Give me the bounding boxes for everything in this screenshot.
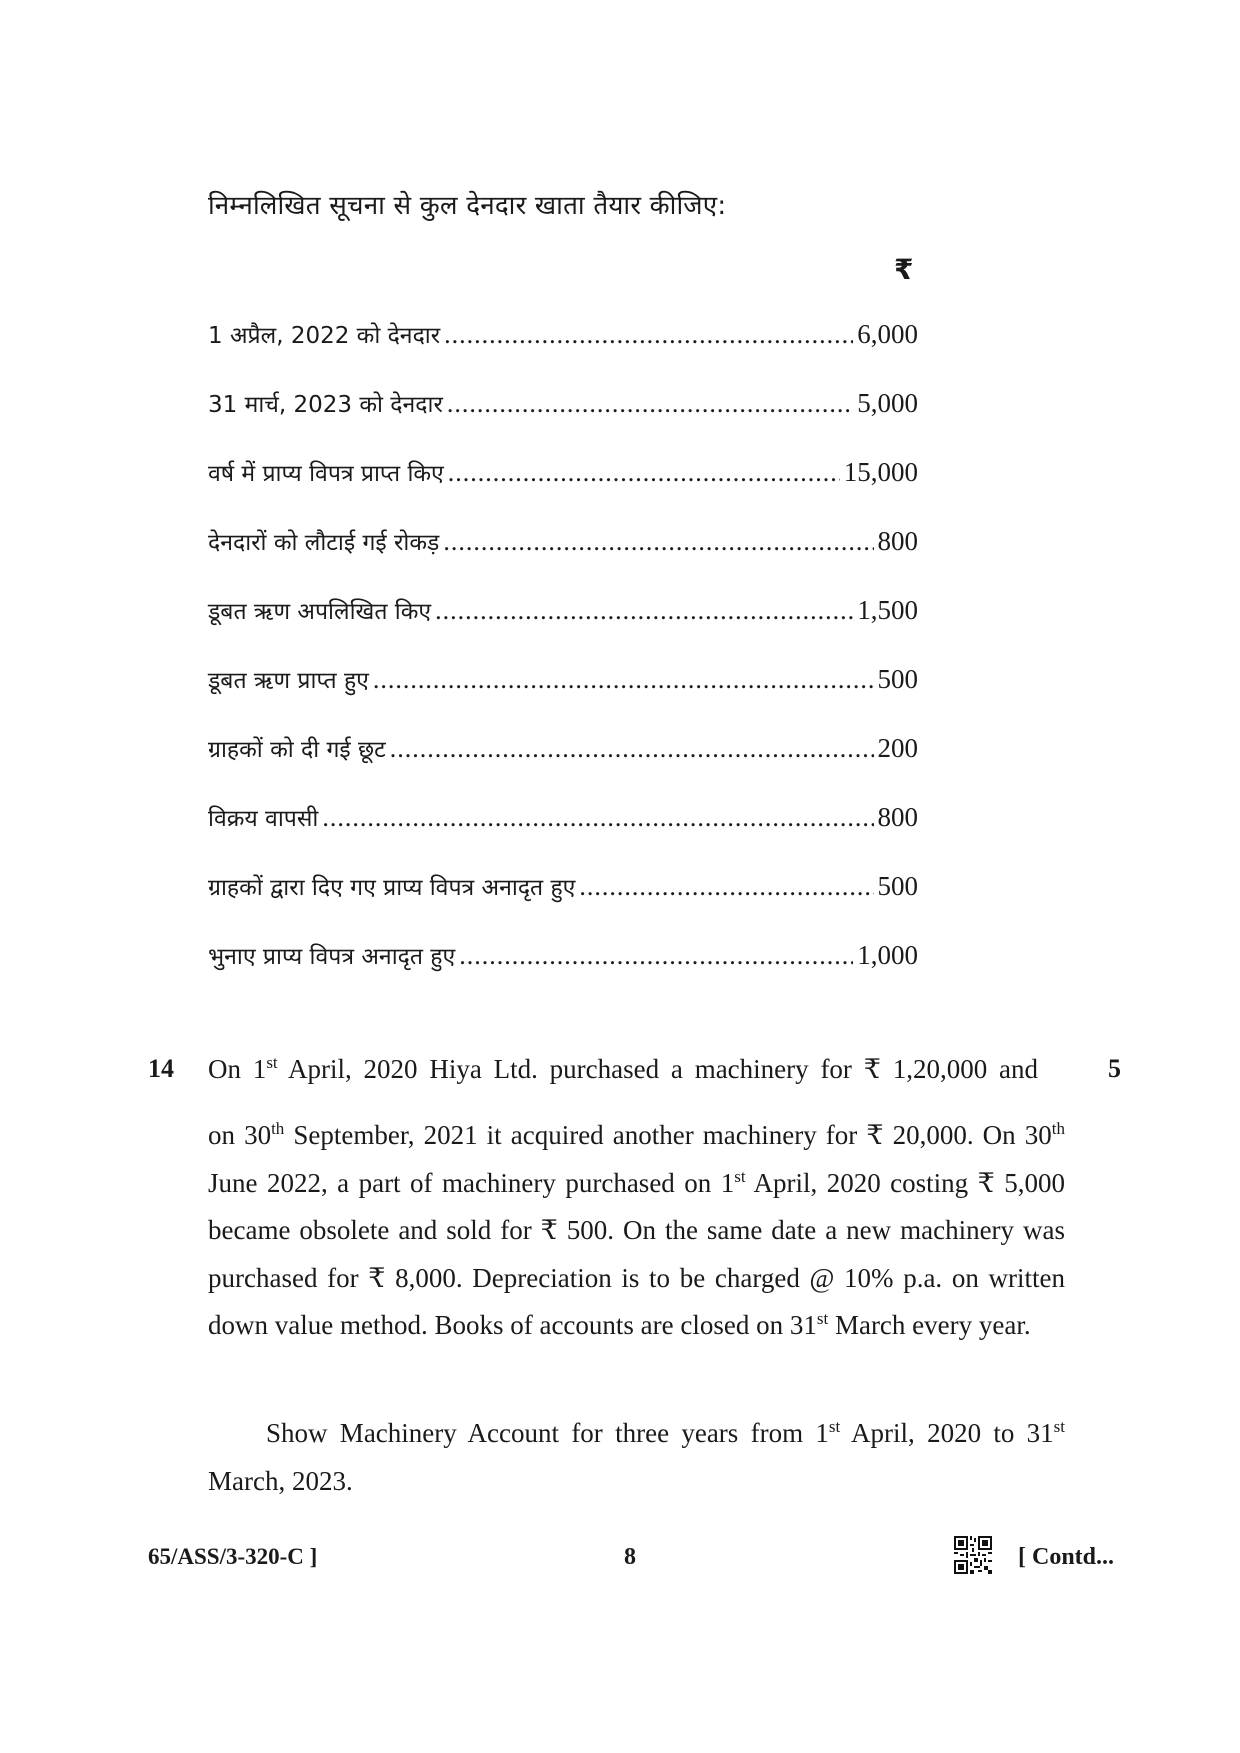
question-text-segment: June 2022, a part of machinery purchased on 1 [208,1167,735,1198]
ledger-row [208,732,918,801]
ledger-row [208,939,918,1008]
leader-dots [373,665,874,695]
ordinal-suffix: st [734,1166,746,1186]
question-text-segment: April, 2020 to 31 [840,1418,1054,1448]
ledger-row [208,801,918,870]
ledger-row-label: डूबत ऋण प्राप्त हुए [208,668,369,694]
leader-dots [459,941,853,971]
ledger-row-amount: 15,000 [843,457,918,487]
ledger-row [208,870,918,939]
question-text-segment: March, 2023. [208,1465,353,1496]
ledger-row-amount: 500 [877,664,918,694]
ordinal-suffix: th [1051,1119,1065,1138]
question-text-segment: on 30 [208,1120,272,1150]
question-first-line [208,1054,1038,1085]
leader-dots [390,734,874,764]
ledger-row-label: 31 मार्च, 2023 को देनदार [208,392,443,418]
ledger-row-label: देनदारों को लौटाई गई रोकड़ [208,530,440,556]
ledger-row [208,456,918,525]
ledger-row [208,594,918,663]
ordinal-suffix: th [271,1119,285,1138]
ledger-row-amount: 5,000 [857,388,918,418]
ledger-row-amount: 200 [877,733,918,763]
ledger-row [208,663,918,732]
leader-dots [443,527,873,557]
ledger-row-amount: 6,000 [857,319,918,349]
ledger-row-label: भुनाए प्राप्य विपत्र अनादृत हुए [208,944,456,970]
question-instruction [208,1410,1065,1505]
ledger-row [208,387,918,456]
page-number: 8 [624,1544,636,1570]
question-text-segment: March every year. [828,1310,1031,1340]
ordinal-suffix: st [1053,1417,1065,1436]
question-text-segment: April, 2020 Hiya Ltd. purchased a machinery for ₹ 1,20,000 and [277,1054,1038,1084]
ledger-row-amount: 1,000 [857,940,918,970]
leader-dots [447,389,853,419]
question-number: 14 [148,1054,174,1083]
question-marks: 5 [1108,1054,1121,1083]
continued-marker: [ Contd... [1018,1544,1115,1570]
ledger-row [208,525,918,594]
ledger-row-label: विक्रय वापसी [208,806,319,832]
leader-dots [435,596,853,626]
leader-dots [579,872,873,902]
instruction-hindi: निम्नलिखित सूचना से कुल देनदार खाता तैयार कीजिए: [208,191,727,221]
ledger-row-label: ग्राहकों द्वारा दिए गए प्राप्य विपत्र अनादृत हुए [208,875,576,901]
ledger-row-amount: 800 [877,802,918,832]
ledger-row-label: वर्ष में प्राप्य विपत्र प्राप्त किए [208,461,444,487]
leader-dots [322,803,873,833]
ledger-row-label: ग्राहकों को दी गई छूट [208,737,386,763]
ledger-row-amount: 1,500 [857,595,918,625]
leader-dots [444,320,853,350]
ordinal-suffix: st [816,1309,829,1328]
ordinal-suffix: st [266,1053,278,1072]
qr-code-icon [954,1536,992,1574]
debtors-data-list [208,318,918,1008]
ledger-row [208,318,918,387]
question-text-segment: September, 2021 it acquired another machinery for ₹ 20,000. On 30 [284,1120,1052,1150]
currency-column-header: ₹ [894,253,914,286]
ledger-row-label: डूबत ऋण अपलिखित किए [208,599,432,625]
leader-dots [448,458,840,488]
ledger-row-amount: 800 [877,526,918,556]
paper-code: 65/ASS/3-320-C ] [148,1544,318,1569]
ledger-row-label: 1 अप्रैल, 2022 को देनदार [208,323,441,349]
question-text-segment: Show Machinery Account for three years from 1 [266,1418,829,1448]
question-paragraph [208,1112,1065,1350]
ledger-row-amount: 500 [877,871,918,901]
question-text-segment: On 1 [208,1054,267,1084]
ordinal-suffix: st [828,1417,841,1436]
question-text-segment: April, 2020 costing ₹ 5,000 became obsolete and sold for ₹ 500. On the same date a new machinery was purchased for ₹ 8,000. Depreciation is to be charged @ 10% p.a. on written down value method. Books of accounts are closed on 31 [208,1167,1065,1340]
